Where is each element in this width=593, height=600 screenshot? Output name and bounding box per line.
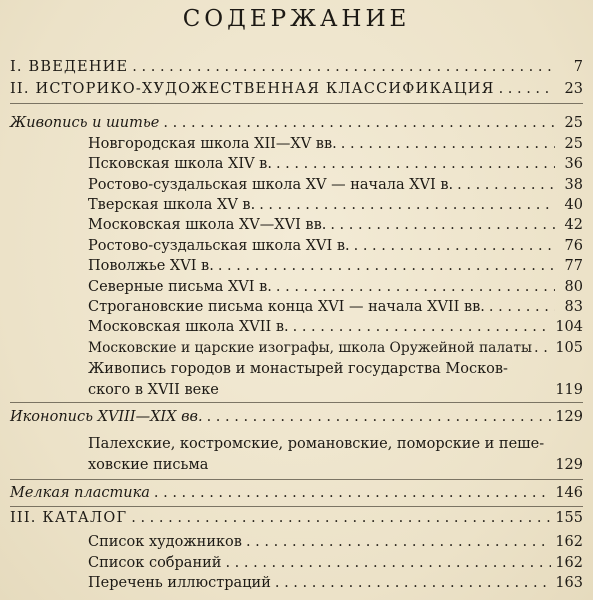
dot-leader	[354, 237, 555, 255]
dot-leader	[341, 135, 555, 153]
toc-entry-label: III. КАТАЛОГ	[10, 510, 128, 526]
toc-entry-label: Перечень иллюстраций	[88, 575, 271, 591]
toc-entry-stroganov[interactable]	[88, 298, 583, 316]
toc-entry-page: 36	[564, 156, 583, 172]
toc-entry-rostov-xvi[interactable]	[88, 237, 583, 255]
toc-entry-label-line1: Палехские, костромские, романовские, поморские и пеше-	[88, 436, 545, 452]
toc-entry-label: Строгановские письма конца XVI — начала XVII вв.	[88, 299, 485, 315]
toc-entry-label: Московские и царские изографы, школа Оружейной палаты	[88, 340, 532, 356]
dot-leader	[276, 155, 555, 173]
toc-entry-moscow-xv-xvi[interactable]	[88, 216, 583, 234]
dot-leader	[499, 80, 555, 98]
toc-entry-introduction[interactable]	[10, 58, 583, 76]
dot-leader	[246, 533, 551, 551]
toc-entry-cities-monasteries[interactable]	[88, 359, 583, 401]
dot-leader	[207, 408, 552, 426]
toc-entry-page: 155	[555, 510, 583, 526]
toc-entry-page: 23	[564, 81, 583, 97]
toc-entry-volga[interactable]	[88, 257, 583, 275]
toc-entry-label-line2: ховские письма	[88, 457, 209, 473]
toc-entry-page: 42	[564, 217, 583, 233]
toc-entry-page: 162	[555, 534, 583, 550]
divider-line	[10, 506, 583, 507]
dot-leader	[218, 257, 555, 275]
toc-entry-label: Список художников	[88, 534, 242, 550]
toc-entry-page: 104	[555, 319, 583, 335]
toc-entry-label: Тверская школа XV в.	[88, 197, 256, 213]
toc-entry-artists-list[interactable]	[88, 533, 583, 551]
toc-entry-label-line2: ского в XVII веке	[88, 382, 219, 398]
dot-leader	[259, 196, 555, 214]
toc-entry-label: Живопись и шитье	[10, 115, 160, 131]
toc-entry-page: 83	[564, 299, 583, 315]
dot-leader	[489, 298, 555, 316]
toc-entry-illustrations-list[interactable]	[88, 574, 583, 592]
toc-entry-page: 146	[555, 485, 583, 501]
toc-entry-page: 129	[555, 409, 583, 425]
toc-entry-page: 129	[555, 457, 583, 473]
toc-entry-page: 76	[564, 238, 583, 254]
toc-entry-label: I. ВВЕДЕНИЕ	[10, 59, 129, 75]
toc-entry-tver[interactable]	[88, 196, 583, 214]
toc-entry-page: 40	[564, 197, 583, 213]
toc-entry-page: 38	[564, 177, 583, 193]
divider-line	[10, 479, 583, 480]
divider-line	[10, 402, 583, 403]
toc-entry-painting-embroidery[interactable]	[10, 114, 583, 132]
toc-entry-label: II. ИСТОРИКО-ХУДОЖЕСТВЕННАЯ КЛАССИФИКАЦИЯ	[10, 81, 495, 97]
toc-entry-page: 119	[555, 382, 583, 398]
toc-entry-iconography-xviii-xix[interactable]	[10, 408, 583, 426]
toc-entry-page: 25	[564, 115, 583, 131]
toc-entry-page: 80	[564, 279, 583, 295]
toc-entry-northern[interactable]	[88, 278, 583, 296]
toc-entry-page: 25	[564, 136, 583, 152]
toc-entry-page: 105	[555, 340, 583, 356]
toc-entry-armory[interactable]	[88, 339, 583, 357]
toc-entry-label: Московская школа XV—XVI вв.	[88, 217, 327, 233]
toc-entry-label: Московская школа XVII в.	[88, 319, 289, 335]
dot-leader	[293, 318, 552, 336]
toc-entry-small-sculpture[interactable]	[10, 484, 583, 502]
toc-entry-collections-list[interactable]	[88, 554, 583, 572]
toc-entry-novgorod[interactable]	[88, 135, 583, 153]
toc-entry-label: Мелкая пластика	[10, 485, 150, 501]
dot-leader	[275, 574, 551, 592]
toc-entry-page: 163	[555, 575, 583, 591]
toc-entry-page: 162	[555, 555, 583, 571]
toc-entry-label: Северные письма XVI в.	[88, 279, 272, 295]
toc-entry-page: 77	[564, 258, 583, 274]
dot-leader	[131, 509, 551, 527]
divider-line	[10, 103, 583, 104]
page-title: СОДЕРЖАНИЕ	[182, 6, 411, 32]
toc-entry-label: Псковская школа XIV в.	[88, 156, 272, 172]
dot-leader	[457, 176, 555, 194]
toc-entry-pskov[interactable]	[88, 155, 583, 173]
dot-leader	[132, 58, 555, 76]
dot-leader	[225, 554, 551, 572]
dot-leader	[276, 278, 555, 296]
toc-entry-label: Ростово-суздальская школа XV — начала XVI в.	[88, 177, 454, 193]
toc-entry-moscow-xvii[interactable]	[88, 318, 583, 336]
toc-entry-label: Список собраний	[88, 555, 222, 571]
toc-entry-catalog[interactable]	[10, 509, 583, 527]
toc-entry-label: Поволжье XVI в.	[88, 258, 214, 274]
toc-entry-label-line1: Живопись городов и монастырей государства Москов-	[88, 361, 508, 377]
toc-entry-label: Новгородская школа XII—XV вв.	[88, 136, 337, 152]
toc-entry-label: Ростово-суздальская школа XVI в.	[88, 238, 350, 254]
toc-entry-page: 7	[573, 59, 583, 75]
dot-leader	[330, 216, 555, 234]
toc-entry-classification[interactable]	[10, 80, 583, 98]
dot-leader	[534, 339, 553, 357]
dot-leader	[154, 484, 551, 502]
toc-entry-palekh[interactable]	[88, 434, 583, 476]
dot-leader	[163, 114, 555, 132]
toc-entry-label: Иконопись XVIII—XIX вв.	[10, 409, 203, 425]
toc-entry-rostov-xv[interactable]	[88, 176, 583, 194]
